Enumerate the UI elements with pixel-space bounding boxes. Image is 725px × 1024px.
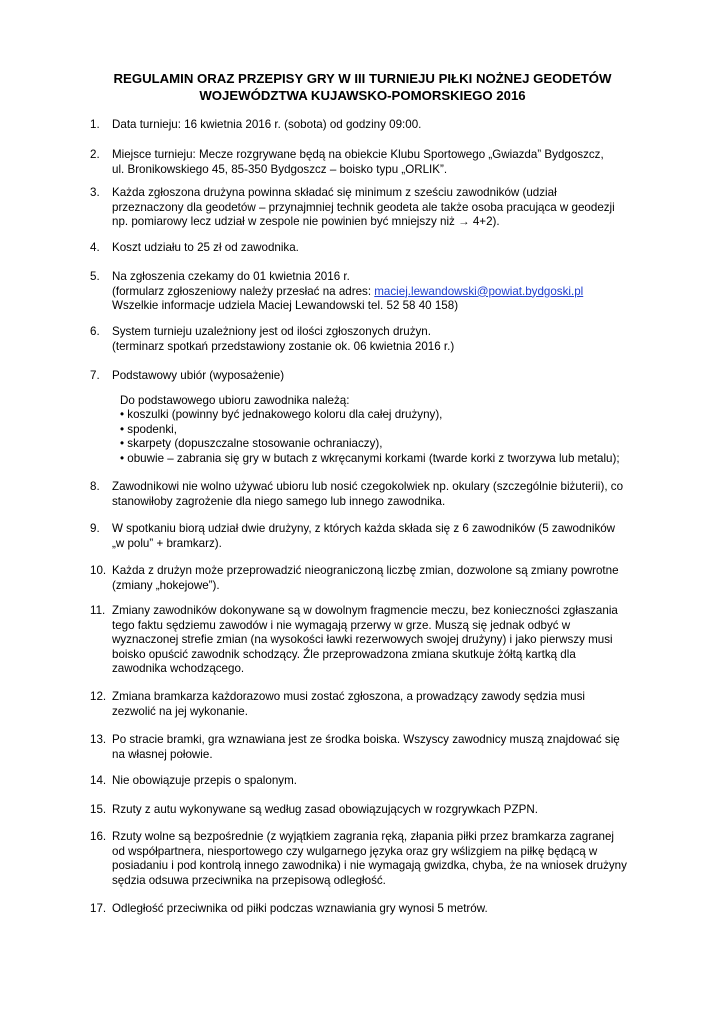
rule-text: Po stracie bramki, gra wznawiana jest ze środka boiska. Wszyscy zawodnicy muszą znajdować się — [112, 733, 620, 746]
rule-number: 12. — [90, 690, 107, 703]
rule-text: stanowiłoby zagrożenie dla niego samego lub innego zawodnika. — [112, 494, 446, 508]
rule-number: 14. — [90, 774, 107, 787]
rule-text: Podstawowy ubiór (wyposażenie) — [112, 369, 285, 382]
rule-text: tego faktu sędziemu zawodów i nie wymagają przerwy w grze. Muszą się jednak odbyć w — [112, 618, 571, 632]
rule-text: Odległość przeciwnika od piłki podczas wznawiania gry wynosi 5 metrów. — [112, 902, 488, 915]
rule-text: np. pomiarowy lecz udział w zespole nie powinien być mniejszy niż → 4+2). — [112, 215, 500, 229]
rule-text: posiadaniu i pod kontrolą innego zawodnika) i nie wymagają gwizdka, chyba, że na wniosek drużyny — [112, 859, 627, 873]
equipment-list — [112, 394, 672, 467]
list-item: • obuwie – zabrania się gry w butach z wkręcanymi korkami (twarde korki z tworzywa lub metalu); — [120, 451, 620, 465]
title-line-1: REGULAMIN ORAZ PRZEPISY GRY W III TURNIEJU PIŁKI NOŻNEJ GEODETÓW — [113, 71, 612, 86]
rule-text: ul. Bronikowskiego 45, 85-350 Bydgoszcz – boisko typu „ORLIK”. — [112, 162, 448, 176]
rule-text: System turnieju uzależniony jest od ilości zgłoszonych drużyn. — [112, 325, 431, 338]
rule-text — [112, 285, 672, 300]
list-item: Do podstawowego ubioru zawodnika należą: — [120, 393, 350, 407]
rule-text: Zmiany zawodników dokonywane są w dowolnym fragmencie meczu, bez konieczności zgłaszania — [112, 604, 618, 617]
list-item: • skarpety (dopuszczalne stosowanie ochraniaczy), — [120, 437, 383, 451]
rule-number: 13. — [90, 733, 107, 746]
rule-text-fragment: (formularz zgłoszeniowy należy przesłać na adres: — [112, 284, 375, 298]
rule-text: (terminarz spotkań przedstawiony zostanie ok. 06 kwietnia 2016 r.) — [112, 339, 455, 353]
list-item: • koszulki (powinny być jednakowego koloru dla całej drużyny), — [120, 408, 443, 422]
rule-number: 11. — [90, 604, 106, 617]
rule-text: Na zgłoszenia czekamy do 01 kwietnia 2016 r. — [112, 270, 350, 283]
rule-number: 10. — [90, 564, 107, 577]
rule-number: 3. — [90, 186, 100, 199]
rule-text: „w polu” + bramkarz). — [112, 536, 222, 550]
list-item: • spodenki, — [120, 422, 177, 436]
rule-text: boisko opuścić zawodnik schodzący. Źle przeprowadzona zmiana skutkuje żółtą kartką dla — [112, 647, 576, 661]
rule-number: 7. — [90, 369, 100, 382]
page-title — [0, 70, 725, 104]
rule-text: Data turnieju: 16 kwietnia 2016 r. (sobota) od godziny 09:00. — [112, 118, 422, 131]
email-link[interactable]: maciej.lewandowski@powiat.bydgoski.pl — [374, 284, 584, 298]
rule-text: Rzuty wolne są bezpośrednie (z wyjątkiem zagrania ręką, złapania piłki przez bramkarza zagranej — [112, 830, 614, 843]
rule-text: Wszelkie informacje udziela Maciej Lewandowski tel. 52 58 40 158) — [112, 299, 459, 313]
rule-number: 2. — [90, 148, 100, 161]
rule-text: W spotkaniu biorą udział dwie drużyny, z których każda składa się z 6 zawodników (5 zawodników — [112, 522, 616, 535]
rule-number: 17. — [90, 902, 107, 915]
rule-number: 5. — [90, 270, 100, 283]
rule-text: (zmiany „hokejowe”). — [112, 578, 220, 592]
rule-number: 1. — [90, 118, 100, 131]
rule-number: 4. — [90, 241, 100, 254]
rule-text: Koszt udziału to 25 zł od zawodnika. — [112, 241, 299, 254]
rule-text: wyznaczonej strefie zmian (na wysokości ławki rezerwowych swojej drużyny) i jako pierwszy musi — [112, 633, 613, 647]
rule-text: Każda z drużyn może przeprowadzić nieograniczoną liczbę zmian, dozwolone są zmiany powrotne — [112, 564, 619, 577]
rule-number: 15. — [90, 803, 107, 816]
rule-text: zawodnika wchodzącego. — [112, 662, 245, 676]
rule-text: Rzuty z autu wykonywane są według zasad obowiązujących w rozgrywkach PZPN. — [112, 803, 538, 816]
rule-text: Każda zgłoszona drużyna powinna składać się minimum z sześciu zawodników (udział — [112, 186, 557, 199]
rule-text: na własnej połowie. — [112, 747, 213, 761]
rule-text: Miejsce turnieju: Mecze rozgrywane będą na obiekcie Klubu Sportowego „Gwiazda” Bydgoszcz, — [112, 148, 604, 161]
rule-text: Zmiana bramkarza każdorazowo musi zostać zgłoszona, a prowadzący zawody sędzia musi — [112, 690, 585, 703]
rule-text: Zawodnikowi nie wolno używać ubioru lub nosić czegokolwiek np. okulary (szczególnie biżuterii), co — [112, 480, 624, 493]
rule-text: przeznaczony dla geodetów – przynajmniej technik geodeta ale także osoba pracująca w geodezji — [112, 200, 615, 214]
rule-text: od współpartnera, niesportowego czy wulgarnego języka oraz gry wślizgiem na piłkę będącą w — [112, 844, 598, 858]
rule-number: 6. — [90, 325, 100, 338]
rule-number: 16. — [90, 830, 107, 843]
rule-text: sędzia odsuwa przeciwnika na przepisową odległość. — [112, 873, 386, 887]
rule-number: 8. — [90, 480, 100, 493]
rule-number: 9. — [90, 522, 100, 535]
title-line-2: WOJEWÓDZTWA KUJAWSKO-POMORSKIEGO 2016 — [199, 88, 526, 103]
rule-text: zezwolić na jej wykonanie. — [112, 704, 248, 718]
rule-text: Nie obowiązuje przepis o spalonym. — [112, 774, 297, 787]
